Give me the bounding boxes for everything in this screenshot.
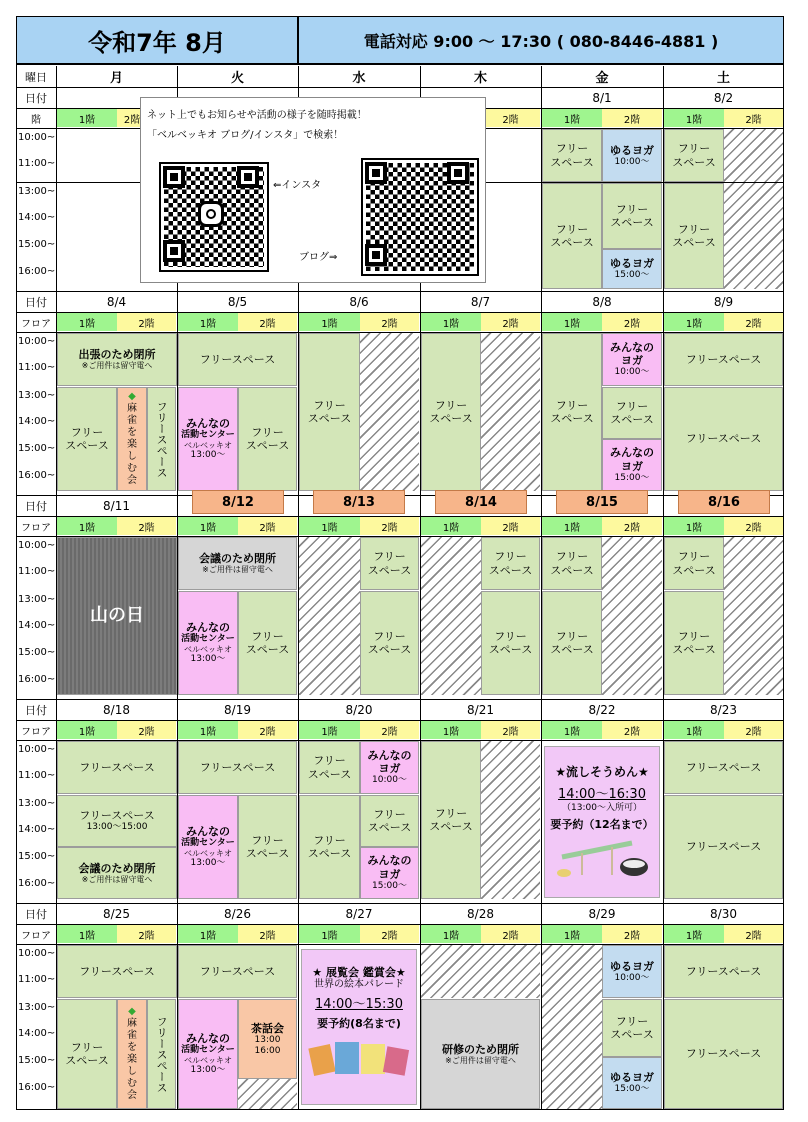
- date-cell: 8/20: [345, 702, 373, 717]
- event-free-space: フリー スペース: [602, 999, 662, 1057]
- event-free-space: フリースペース: [664, 999, 783, 1109]
- event-free-space: フリースペース: [178, 333, 297, 386]
- date-cell: 8/26: [224, 906, 251, 921]
- floor1-cell: 1階: [542, 517, 602, 535]
- date-ribbon: 8/16: [678, 490, 770, 514]
- floor1-cell: 1階: [57, 313, 117, 331]
- floor1-cell: 1階: [57, 721, 117, 739]
- qr-finder-icon: [365, 244, 387, 266]
- floor1-cell: 1階: [299, 517, 360, 535]
- event-closed-meeting: 会議のため閉所 ※ご用件は留守電へ: [57, 847, 177, 899]
- event-minna-yoga: みんなの ヨガ 15:00〜: [360, 847, 419, 899]
- floor2-cell: 2階: [238, 313, 297, 331]
- weekday-fri: 金: [595, 71, 609, 86]
- floor2-cell: 2階: [602, 721, 662, 739]
- closed-hatch: [299, 537, 360, 695]
- floor2-cell: 2階: [481, 517, 540, 535]
- event-mahjong: ◆ 麻 雀 を 楽 し む 会: [117, 387, 147, 491]
- date-cell: 8/11: [103, 498, 130, 513]
- event-yoga: ゆるヨガ 10:00〜: [602, 129, 662, 182]
- event-free-space: フリー スペース: [299, 795, 360, 899]
- page-title: 令和7年 8月: [16, 16, 298, 64]
- date-cell: 8/5: [227, 294, 248, 309]
- floor-row-label: 階: [31, 114, 41, 126]
- floor2-cell: 2階: [481, 925, 540, 943]
- date-cell: 8/9: [713, 294, 734, 309]
- floor1-cell: 1階: [421, 313, 481, 331]
- event-free-space: フリー スペース: [360, 591, 419, 695]
- event-free-space: フリー スペース: [481, 591, 540, 695]
- time-label: 15:00~: [18, 239, 56, 250]
- time-label: 15:00~: [18, 851, 56, 862]
- floor-row-label: フロア: [21, 318, 51, 330]
- date-row-label: 日付: [25, 295, 47, 309]
- floor-row-label: フロア: [21, 930, 51, 942]
- event-free-space: フリー スペース: [664, 591, 724, 695]
- time-label: 10:00~: [18, 336, 56, 347]
- popup-line1: ネット上でもお知らせや活動の様子を随時掲載！: [147, 110, 367, 121]
- date-ribbon: 8/13: [313, 490, 405, 514]
- qr-finder-icon: [447, 162, 469, 184]
- floor1-cell: 1階: [299, 313, 360, 331]
- time-label: 10:00~: [18, 540, 56, 551]
- time-label: 11:00~: [18, 362, 56, 373]
- time-label: 14:00~: [18, 620, 56, 631]
- floor1-cell: 1階: [421, 721, 481, 739]
- weekday-row-label: 曜日: [25, 70, 47, 84]
- event-yoga: ゆるヨガ 10:00〜: [602, 945, 662, 998]
- weekday-tue: 火: [230, 71, 244, 86]
- event-free-space: フリー スペース: [542, 129, 602, 182]
- floor1-cell: 1階: [57, 109, 117, 127]
- floor2-cell: 2階: [724, 721, 783, 739]
- event-free-space: フリー スペース: [360, 537, 419, 590]
- time-label: 13:00~: [18, 798, 56, 809]
- floor1-cell: 1階: [421, 925, 481, 943]
- floor2-cell: 2階: [238, 517, 297, 535]
- date-row-label: 日付: [25, 703, 47, 717]
- time-label: 13:00~: [18, 594, 56, 605]
- floor2-cell: 2階: [360, 517, 419, 535]
- event-activity-center: みんなの 活動センター ベルベッキオ 13:00〜: [178, 591, 238, 695]
- date-cell: 8/2: [713, 90, 734, 105]
- date-row-label: 日付: [25, 91, 47, 105]
- date-cell: 8/6: [349, 294, 369, 309]
- event-free-space: フリー スペース: [602, 183, 662, 249]
- event-closed-meeting: 会議のため閉所 ※ご用件は留守電へ: [178, 537, 297, 590]
- beginner-mark-icon: ◆: [128, 1006, 136, 1017]
- blog-label: ブログ⇒: [299, 252, 338, 263]
- time-label: 16:00~: [18, 470, 56, 481]
- date-cell: 8/18: [103, 702, 130, 717]
- event-free-space: フリー スペース: [57, 387, 117, 491]
- floor1-cell: 1階: [178, 517, 238, 535]
- floor2-cell: 2階: [238, 925, 297, 943]
- time-label: 14:00~: [18, 416, 56, 427]
- time-label: 16:00~: [18, 266, 56, 277]
- date-ribbon: 8/14: [435, 490, 527, 514]
- floor2-cell: 2階: [602, 517, 662, 535]
- event-free-space: フリースペース: [664, 333, 783, 386]
- floor2-cell: 2階: [724, 109, 783, 127]
- event-nagashi-somen: ★流しそうめん★ 14:00〜16:30 （13:00〜入所可） 要予約（12名まで）: [544, 746, 660, 898]
- floor1-cell: 1階: [542, 925, 602, 943]
- floor1-cell: 1階: [178, 721, 238, 739]
- time-label: 11:00~: [18, 770, 56, 781]
- time-label: 16:00~: [18, 878, 56, 889]
- time-label: 13:00~: [18, 1002, 56, 1013]
- date-ribbon: 8/15: [556, 490, 648, 514]
- closed-hatch: [724, 183, 783, 289]
- floor2-cell: 2階: [724, 517, 783, 535]
- closed-hatch: [360, 333, 419, 491]
- event-free-space: フリースペース: [664, 387, 783, 491]
- event-free-space: フリー スペース: [57, 999, 117, 1109]
- event-minna-yoga: みんなの ヨガ 10:00〜: [360, 741, 419, 794]
- phone-hours: 電話対応 9:00 〜 17:30 ( 080-8446-4881 ): [298, 16, 784, 64]
- floor-row-label: フロア: [21, 522, 51, 534]
- floor1-cell: 1階: [299, 925, 360, 943]
- floor1-cell: 1階: [178, 925, 238, 943]
- event-activity-center: みんなの 活動センター ベルベッキオ 13:00〜: [178, 387, 238, 491]
- floor2-cell: 2階: [724, 313, 783, 331]
- floor1-cell: 1階: [299, 721, 360, 739]
- floor2-cell: 2階: [360, 721, 419, 739]
- instagram-icon: [198, 201, 224, 227]
- somen-illustration-icon: [552, 835, 652, 879]
- event-free-space: フリー スペース: [299, 741, 360, 794]
- floor2-cell: 2階: [117, 721, 176, 739]
- qr-finder-icon: [365, 162, 387, 184]
- popup-line2: 「ベルベッキオ ブログ/インスタ」で検索！: [147, 130, 344, 141]
- date-cell: 8/19: [224, 702, 251, 717]
- floor2-cell: 2階: [117, 109, 147, 127]
- time-label: 14:00~: [18, 212, 56, 223]
- date-cell: 8/1: [592, 90, 612, 105]
- closed-hatch: [481, 741, 540, 899]
- date-cell: 8/22: [588, 702, 616, 717]
- event-free-space: フリースペース: [57, 741, 177, 794]
- date-cell: 8/25: [103, 906, 130, 921]
- date-cell: 8/27: [345, 906, 373, 921]
- qr-finder-icon: [163, 166, 185, 188]
- closed-hatch: [421, 537, 481, 695]
- floor2-cell: 2階: [117, 925, 176, 943]
- event-free-space: フリー スペース: [299, 333, 360, 491]
- closed-hatch: [542, 945, 602, 1109]
- event-free-space: フリー スペース: [664, 183, 724, 289]
- event-free-space: フリースペース 13:00〜15:00: [57, 795, 177, 847]
- floor2-cell: 2階: [724, 925, 783, 943]
- event-free-space: フリー スペース: [238, 387, 297, 491]
- instagram-label: ⇐インスタ: [273, 180, 322, 191]
- event-free-space: フリー スペース: [238, 591, 297, 695]
- floor2-cell: 2階: [360, 925, 419, 943]
- floor1-cell: 1階: [542, 109, 602, 127]
- event-holiday: 山の日: [57, 537, 177, 695]
- floor1-cell: 1階: [664, 517, 724, 535]
- event-closed-trip: 出張のため閉所 ※ご用件は留守電へ: [57, 333, 177, 386]
- event-free-space: フリースペース: [178, 945, 297, 998]
- event-minna-yoga: みんなの ヨガ 15:00〜: [602, 439, 662, 491]
- event-closed-training: 研修のため閉所 ※ご用件は留守電へ: [421, 999, 540, 1109]
- time-label: 11:00~: [18, 974, 56, 985]
- event-mahjong: ◆ 麻 雀 を 楽 し む 会: [117, 999, 147, 1109]
- time-label: 10:00~: [18, 132, 56, 143]
- beginner-mark-icon: ◆: [128, 391, 136, 402]
- closed-hatch: [602, 537, 662, 695]
- event-free-space: フリー スペース: [481, 537, 540, 590]
- event-free-space: フリースペース: [57, 945, 177, 998]
- sns-popup: [140, 97, 486, 283]
- time-label: 15:00~: [18, 443, 56, 454]
- date-row-label: 日付: [25, 499, 47, 513]
- floor-row-label: フロア: [21, 726, 51, 738]
- floor1-cell: 1階: [542, 313, 602, 331]
- floor1-cell: 1階: [664, 721, 724, 739]
- date-cell: 8/7: [470, 294, 491, 309]
- date-cell: 8/8: [592, 294, 612, 309]
- floor2-cell: 2階: [602, 925, 662, 943]
- date-cell: 8/30: [710, 906, 737, 921]
- event-activity-center: みんなの 活動センター ベルベッキオ 13:00〜: [178, 795, 238, 899]
- event-free-space: フリー スペース: [421, 333, 481, 491]
- time-label: 13:00~: [18, 186, 56, 197]
- event-yoga: ゆるヨガ 15:00〜: [602, 249, 662, 289]
- floor1-cell: 1階: [664, 313, 724, 331]
- floor1-cell: 1階: [664, 109, 724, 127]
- floor2-cell: 2階: [238, 721, 297, 739]
- closed-hatch: [724, 129, 783, 182]
- event-free-space: フリースペース: [147, 999, 176, 1109]
- date-cell: 8/29: [588, 906, 616, 921]
- time-label: 14:00~: [18, 824, 56, 835]
- closed-hatch: [238, 1079, 297, 1109]
- event-free-space: フリー スペース: [664, 537, 724, 590]
- event-free-space: フリースペース: [178, 741, 297, 794]
- event-free-space: フリー スペース: [238, 795, 297, 899]
- closed-hatch: [481, 333, 540, 491]
- floor2-cell: 2階: [117, 517, 176, 535]
- date-ribbon: 8/12: [192, 490, 284, 514]
- event-free-space: フリースペース: [664, 945, 783, 998]
- floor2-cell: 2階: [481, 721, 540, 739]
- floor2-cell: 2階: [602, 109, 662, 127]
- picture-books-icon: [307, 1036, 411, 1076]
- date-cell: 8/23: [710, 702, 737, 717]
- event-activity-center: みんなの 活動センター ベルベッキオ 13:00〜: [178, 999, 238, 1109]
- date-cell: 8/21: [467, 702, 494, 717]
- floor1-cell: 1階: [57, 517, 117, 535]
- event-free-space: フリースペース: [147, 387, 176, 491]
- time-label: 11:00~: [18, 158, 56, 169]
- event-free-space: フリー スペース: [542, 333, 602, 491]
- weekday-thu: 木: [473, 71, 487, 86]
- qr-finder-icon: [237, 166, 259, 188]
- time-label: 15:00~: [18, 647, 56, 658]
- time-label: 15:00~: [18, 1055, 56, 1066]
- time-label: 11:00~: [18, 566, 56, 577]
- floor2-cell: 2階: [481, 313, 540, 331]
- floor1-cell: 1階: [664, 925, 724, 943]
- event-free-space: フリー スペース: [602, 387, 662, 439]
- floor1-cell: 1階: [542, 721, 602, 739]
- weekday-sat: 土: [716, 71, 730, 86]
- closed-hatch: [724, 537, 783, 695]
- date-cell: 8/28: [467, 906, 494, 921]
- event-free-space: フリー スペース: [664, 129, 724, 182]
- time-label: 14:00~: [18, 1028, 56, 1039]
- date-row-label: 日付: [25, 907, 47, 921]
- floor1-cell: 1階: [57, 925, 117, 943]
- event-free-space: フリー スペース: [421, 741, 481, 899]
- time-label: 16:00~: [18, 1082, 56, 1093]
- event-free-space: フリー スペース: [542, 183, 602, 289]
- floor1-cell: 1階: [178, 313, 238, 331]
- time-label: 13:00~: [18, 390, 56, 401]
- event-exhibition: ★ 展覧会 鑑賞会★ 世界の絵本パレード 14:00〜15:30 要予約(8名まで): [301, 949, 417, 1105]
- qr-finder-icon: [163, 240, 185, 262]
- weekday-mon: 月: [109, 71, 123, 86]
- event-free-space: フリースペース: [664, 795, 783, 899]
- floor2-cell: 2階: [117, 313, 176, 331]
- floor2-cell: 2階: [602, 313, 662, 331]
- floor1-cell: 1階: [421, 517, 481, 535]
- event-free-space: フリー スペース: [542, 591, 602, 695]
- event-free-space: フリー スペース: [542, 537, 602, 590]
- event-tea-party: 茶話会 13:00 16:00: [238, 999, 297, 1079]
- date-cell: 8/4: [106, 294, 127, 309]
- weekday-wed: 水: [352, 71, 366, 86]
- floor2-cell: 2階: [481, 109, 540, 127]
- time-label: 10:00~: [18, 744, 56, 755]
- event-free-space: フリースペース: [664, 741, 783, 794]
- event-minna-yoga: みんなの ヨガ 10:00〜: [602, 333, 662, 386]
- event-free-space: フリー スペース: [360, 795, 419, 847]
- event-yoga: ゆるヨガ 15:00〜: [602, 1057, 662, 1109]
- time-label: 10:00~: [18, 948, 56, 959]
- floor2-cell: 2階: [360, 313, 419, 331]
- time-label: 16:00~: [18, 674, 56, 685]
- closed-hatch: [421, 945, 540, 998]
